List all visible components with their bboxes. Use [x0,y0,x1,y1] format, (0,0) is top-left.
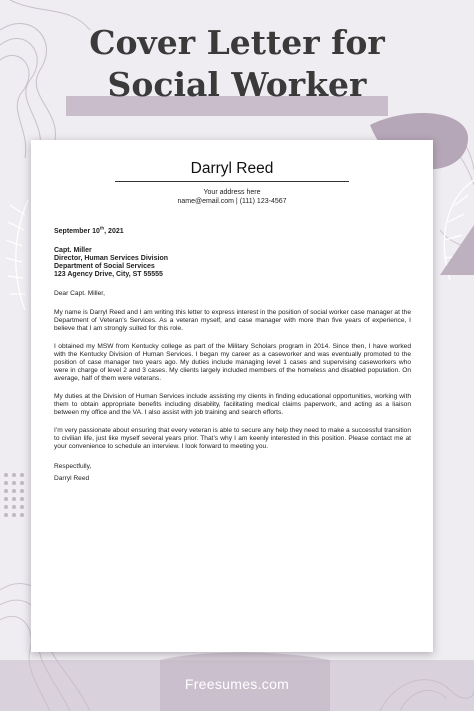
applicant-name: Darryl Reed [190,160,274,177]
address-line: Your address here [203,189,261,196]
recipient-block [54,247,411,279]
body-paragraph: My name is Darryl Reed and I am writing this letter to express interest in the position of social worker case manager at the Department of Veteran’s Services. As a veteran myself, and case manager with more than five years of experience, I believe that I am strongly suited for this role. [54,309,411,332]
letter-body [54,225,411,485]
recipient-line: Department of Social Services [54,263,155,270]
contact-block [31,188,433,206]
name-divider [115,181,349,182]
page-title-line-2: Social Worker [107,65,367,104]
date-year: , 2021 [104,228,124,235]
page-title-line-1: Cover Letter for [89,23,385,62]
closing-block [54,461,411,485]
body-paragraph: I’m very passionate about ensuring that every veteran is able to secure any help they need to make a successful transition to civilian life, just like myself several years prior. That’s why I am keenly interested in this position. Please contact me at your convenience to schedule an interview. I look forward to meeting you. [54,427,411,450]
recipient-line: Capt. Miller [54,247,92,254]
letter-date [54,225,411,236]
body-paragraph: My duties at the Division of Human Services include assisting my clients in finding educational opportunities, working with them to obtain appropriate benefits including disability, facilitating medical claims paperwork, and acting as a liaison between my office and the VA. I also assist with job training and search efforts. [54,393,411,416]
date-ordinal: th [99,225,105,231]
date-month-day: September 10 [54,228,100,235]
signature-name: Darryl Reed [54,475,90,482]
recipient-line: Director, Human Services Division [54,255,168,262]
cover-letter-document [31,140,433,652]
email-phone-line: name@email.com | (111) 123-4567 [177,198,287,205]
page-title [0,22,474,106]
recipient-line: 123 Agency Drive, City, ST 55555 [54,271,163,278]
salutation: Dear Capt. Miller, [54,290,105,297]
site-watermark[interactable]: Freesumes.com [184,676,290,692]
closing-phrase: Respectfully, [54,463,92,470]
body-paragraph: I obtained my MSW from Kentucky college as part of the Military Scholars program in 2014. Since then, I have worked with the Kentucky Division of Human Services. I began my career as a caseworker and was eventually promoted to the position of case manager two years ago. My duties include managing level 1 cases and supervising caseworkers who were in charge of level 2 and 3 cases. My clients largely included members of the homeless and disabled population. On average, half of them were veterans. [54,343,411,382]
